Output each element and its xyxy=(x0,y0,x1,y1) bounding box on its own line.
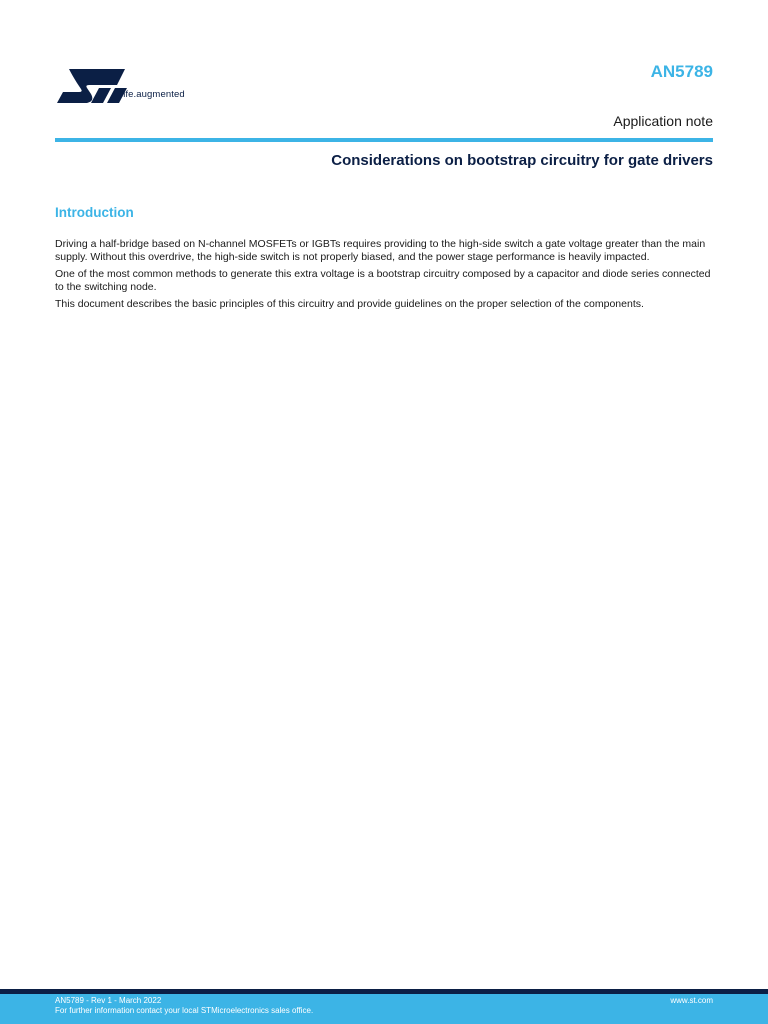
page-title: Considerations on bootstrap circuitry for gate drivers xyxy=(331,152,713,169)
section-heading-introduction: Introduction xyxy=(55,205,134,220)
intro-paragraph: This document describes the basic principles of this circuitry and provide guidelines on the proper selection of the components. xyxy=(55,298,644,310)
footer-info xyxy=(55,996,313,1016)
intro-paragraph: One of the most common methods to generate this extra voltage is a bootstrap circuitry composed by a capacitor and diode series connected to the switching node. xyxy=(55,268,711,293)
document-type: Application note xyxy=(613,113,713,129)
st-logo xyxy=(55,67,205,107)
header-divider xyxy=(55,138,713,142)
footer-website-link[interactable]: www.st.com xyxy=(670,996,713,1005)
footer-contact: For further information contact your local STMicroelectronics sales office. xyxy=(55,1006,314,1015)
footer-top-stripe xyxy=(0,989,768,994)
logo-tagline: life.augmented xyxy=(121,89,185,100)
document-number: AN5789 xyxy=(650,62,713,81)
introduction-body xyxy=(55,238,715,315)
footer-revision: AN5789 - Rev 1 - March 2022 xyxy=(55,996,162,1005)
intro-paragraph: Driving a half-bridge based on N-channel MOSFETs or IGBTs requires providing to the high-side switch a gate voltage greater than the main supply. Without this overdrive, the high-side switch is not properly biased, and the power stage performance is heavily impacted. xyxy=(55,238,706,263)
